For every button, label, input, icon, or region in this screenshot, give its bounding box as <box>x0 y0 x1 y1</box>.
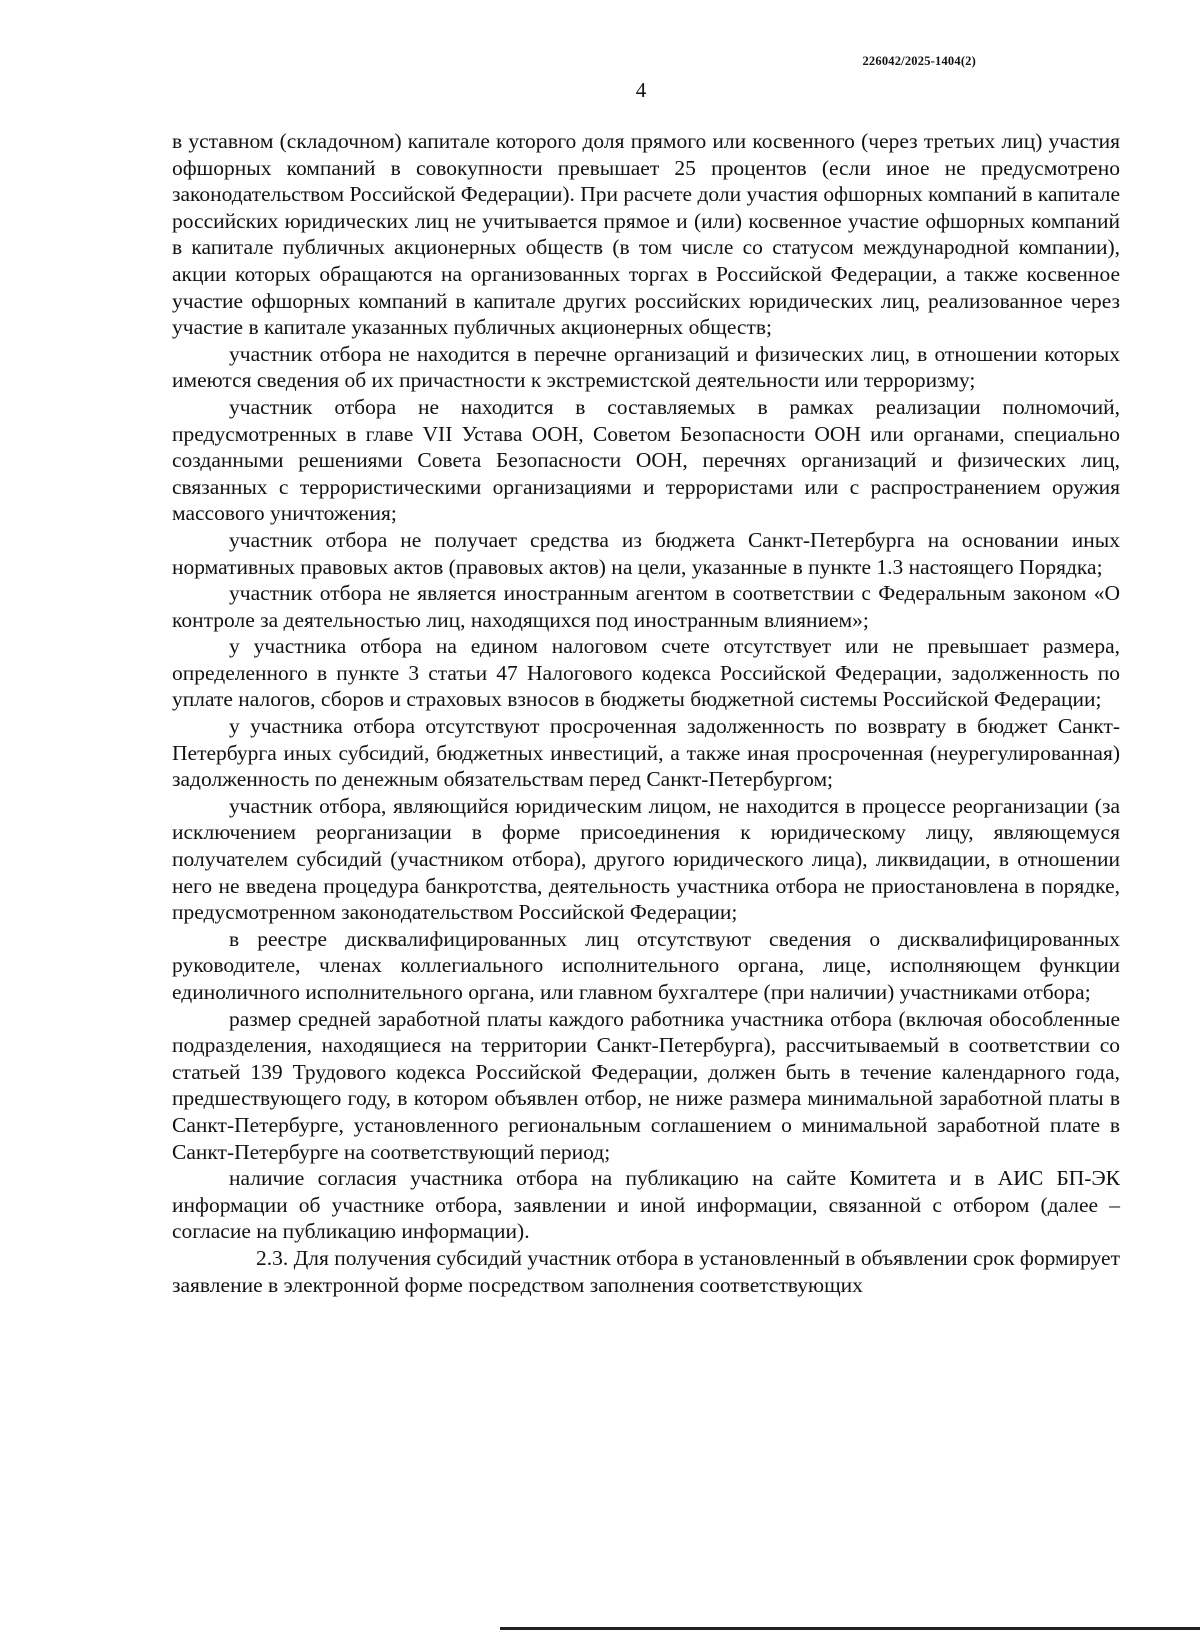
page-number: 4 <box>635 78 647 102</box>
paragraph-overdue-debt: у участника отбора отсутствуют просроченная задолженность по возврату в бюджет Санкт-Петербурга иных субсидий, бюджетных инвестиций, а также иная просроченная (неурегулированная) задолженность по денежным обязательствам перед Санкт-Петербургом; <box>172 714 1120 792</box>
paragraph-disqualified-persons: в реестре дисквалифицированных лиц отсутствуют сведения о дисквалифицированных руководителе, членах коллегиального исполнительного органа, лице, исполняющем функции единоличного исполнительного органа, или главном бухгалтере (при наличии) участниками отбора; <box>172 926 1120 1004</box>
document-body <box>172 128 1120 1298</box>
paragraph-reorganization: участник отбора, являющийся юридическим лицом, не находится в процессе реорганизации (за исключением реорганизации в форме присоединения к юридическому лицу, являющемуся получателем субсидий (участником отбора), другого юридического лица), ликвидации, в отношении него не введена процедура банкротства, деятельность участника отбора не приостановлена в порядке, предусмотренном законодательством Российской Федерации; <box>172 793 1120 925</box>
paragraph-section-2-3: 2.3. Для получения субсидий участник отбора в установленный в объявлении срок формирует заявление в электронной форме посредством заполнения соответствующих <box>172 1245 1120 1297</box>
document-id: 226042/2025-1404(2) <box>862 54 976 68</box>
paragraph-publication-consent: наличие согласия участника отбора на публикацию на сайте Комитета и в АИС БП-ЭК информации об участнике отбора, заявлении и иной информации, связанной с отбором (далее – согласие на публикацию информации). <box>172 1166 1120 1244</box>
paragraph-offshore-participation: в уставном (складочном) капитале которого доля прямого или косвенного (через третьих лиц) участия офшорных компаний в совокупности превышает 25 процентов (если иное не предусмотрено законодательством Российской Федерации). При расчете доли участия офшорных компаний в капитале российских юридических лиц не учитывается прямое и (или) косвенное участие офшорных компаний в капитале публичных акционерных обществ (в том числе со статусом международной компании), акции которых обращаются на организованных торгах в Российской Федерации, а также косвенное участие офшорных компаний в капитале других российских юридических лиц, реализованное через участие в капитале указанных публичных акционерных обществ; <box>172 129 1120 340</box>
bottom-scan-edge <box>500 1627 1200 1630</box>
paragraph-tax-debt: у участника отбора на едином налоговом счете отсутствует или не превышает размера, определенного в пункте 3 статьи 47 Налогового кодекса Российской Федерации, задолженность по уплате налогов, сборов и страховых взносов в бюджеты бюджетной системы Российской Федерации; <box>172 634 1120 712</box>
paragraph-no-other-budget-funds: участник отбора не получает средства из бюджета Санкт-Петербурга на основании иных нормативных правовых актов (правовых актов) на цели, указанные в пункте 1.3 настоящего Порядка; <box>172 527 1120 579</box>
paragraph-un-sanctions-list: участник отбора не находится в составляемых в рамках реализации полномочий, предусмотренных в главе VII Устава ООН, Советом Безопасности ООН или органами, специально созданными решениями Совета Безопасности ООН, перечнях организаций и физических лиц, связанных с террористическими организациями и террористами или с распространением оружия массового уничтожения; <box>172 394 1120 526</box>
paragraph-extremism-list: участник отбора не находится в перечне организаций и физических лиц, в отношении которых имеются сведения об их причастности к экстремистской деятельности или терроризму; <box>172 341 1120 393</box>
paragraph-foreign-agent: участник отбора не является иностранным агентом в соответствии с Федеральным законом «О контроле за деятельностью лиц, находящихся под иностранным влиянием»; <box>172 581 1120 632</box>
paragraph-average-salary: размер средней заработной платы каждого работника участника отбора (включая обособленные подразделения, находящиеся на территории Санкт-Петербурга), рассчитываемый в соответствии со статьей 139 Трудового кодекса Российской Федерации, должен быть в течение календарного года, предшествующего году, в котором объявлен отбор, не ниже размера минимальной заработной платы в Санкт-Петербурге, установленного региональным соглашением о минимальной заработной плате в Санкт-Петербурге на соответствующий период; <box>172 1006 1120 1164</box>
